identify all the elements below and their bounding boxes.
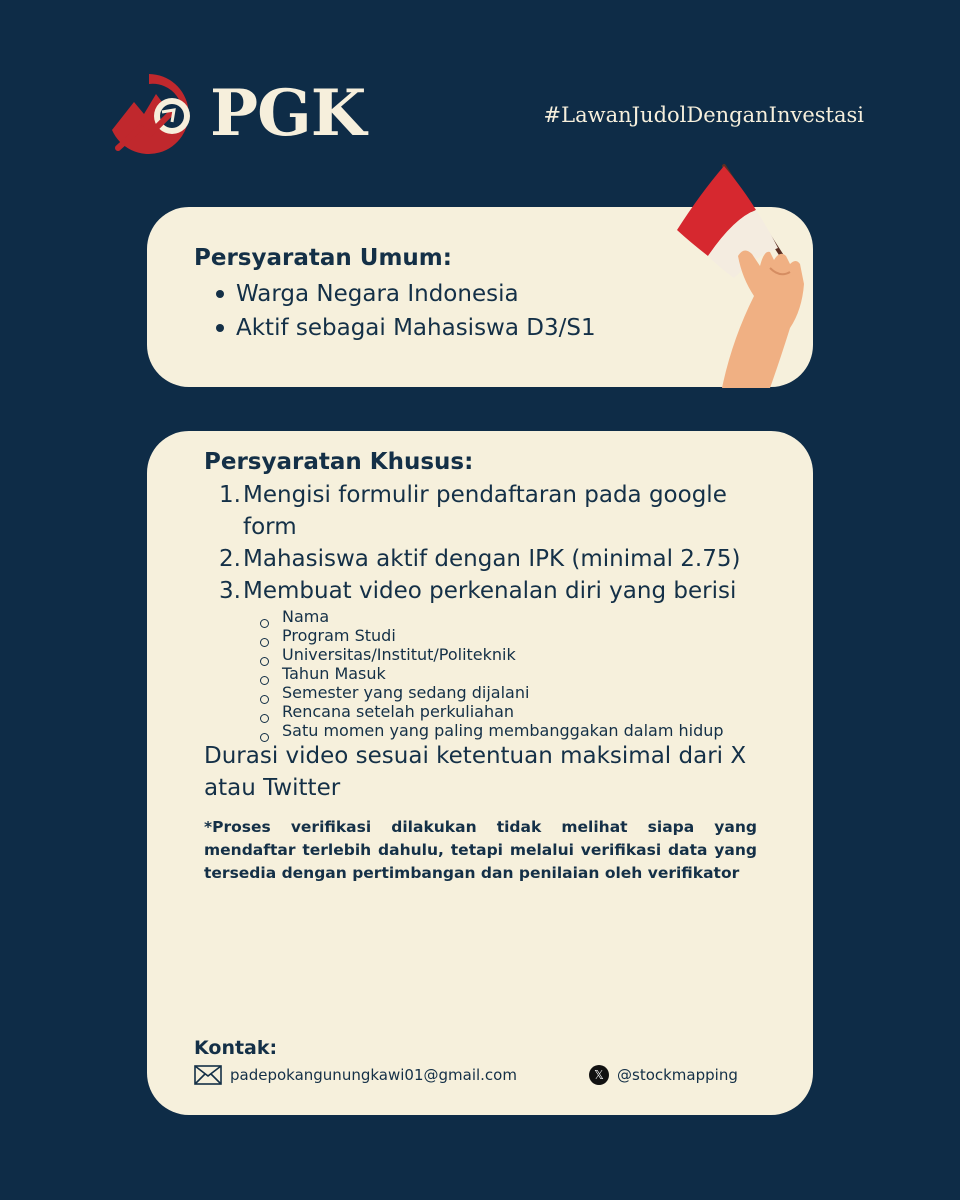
list-item: Program Studi <box>260 626 757 645</box>
general-requirements-title: Persyaratan Umum: <box>194 245 452 271</box>
special-requirements-title: Persyaratan Khusus: <box>204 449 474 475</box>
list-number: 2. <box>219 546 241 572</box>
special-requirements-list <box>204 479 757 607</box>
list-item: Aktif sebagai Mahasiswa D3/S1 <box>216 311 813 345</box>
x-logo-icon: 𝕏 <box>589 1065 609 1085</box>
video-content-list <box>204 607 757 740</box>
list-item: Rencana setelah perkuliahan <box>260 702 757 721</box>
verification-note: *Proses verifikasi dilakukan tidak melihat siapa yang mendaftar terlebih dahulu, tetapi melalui verifikasi data yang tersedia dengan pertimbangan dan penilaian oleh verifikator <box>204 818 757 882</box>
list-item-text: Mahasiswa aktif dengan IPK (minimal 2.75) <box>243 546 741 572</box>
list-item-text: Membuat video perkenalan diri yang berisi <box>243 578 737 604</box>
list-item: Semester yang sedang dijalani <box>260 683 757 702</box>
brand-name: PGK <box>210 76 366 151</box>
campaign-hashtag: #LawanJudolDenganInvestasi <box>543 103 864 127</box>
list-item: Warga Negara Indonesia <box>216 277 813 311</box>
list-item: Nama <box>260 607 757 626</box>
hand-holding-flag-illustration <box>672 160 812 392</box>
pgk-logo <box>104 72 364 154</box>
list-item <box>204 575 757 607</box>
video-duration-text: Durasi video sesuai ketentuan maksimal dari X atau Twitter <box>204 743 747 801</box>
list-item-text: Mengisi formulir pendaftaran pada google form <box>243 482 727 540</box>
special-requirements-card <box>147 431 813 1115</box>
mail-icon <box>194 1065 222 1085</box>
logo-mountain-icon <box>104 72 194 154</box>
email-address: padepokangunungkawi01@gmail.com <box>230 1066 517 1084</box>
list-item: Universitas/Institut/Politeknik <box>260 645 757 664</box>
list-item <box>204 543 757 575</box>
list-number: 3. <box>219 578 241 604</box>
x-handle: @stockmapping <box>617 1066 738 1084</box>
list-item: Tahun Masuk <box>260 664 757 683</box>
x-contact[interactable] <box>589 1065 738 1085</box>
list-item <box>204 479 757 543</box>
list-item: Satu momen yang paling membanggakan dalam hidup <box>260 721 757 740</box>
list-number: 1. <box>219 482 241 508</box>
contact-title: Kontak: <box>194 1037 278 1059</box>
email-contact[interactable] <box>194 1065 517 1085</box>
